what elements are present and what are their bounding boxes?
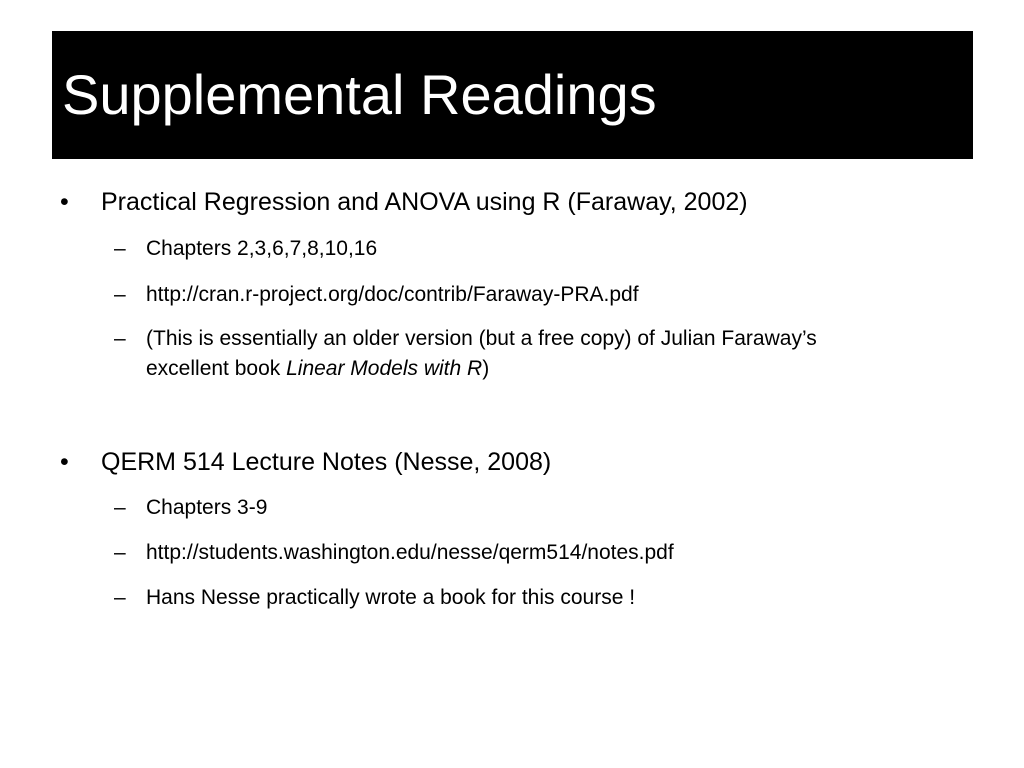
book-title: Linear Models with R <box>286 357 483 380</box>
dash-icon: – <box>114 283 126 306</box>
sub-item-prefix: excellent book <box>146 357 287 380</box>
dash-icon: – <box>114 237 126 260</box>
bullet-icon: • <box>60 188 69 216</box>
sub-item-url: http://cran.r-project.org/doc/contrib/Faraway-PRA.pdf <box>146 283 639 306</box>
slide-title: Supplemental Readings <box>62 63 657 126</box>
sub-item-text: Chapters 2,3,6,7,8,10,16 <box>146 237 378 260</box>
sub-item-text: Chapters 3-9 <box>146 496 268 519</box>
bullet-icon: • <box>60 448 69 476</box>
dash-icon: – <box>114 327 126 350</box>
dash-icon: – <box>114 541 126 564</box>
sub-item-text: Hans Nesse practically wrote a book for this course ! <box>146 586 636 609</box>
sub-item-text <box>146 324 986 384</box>
dash-icon: – <box>114 496 126 519</box>
sub-item-line-1: (This is essentially an older version (but a free copy) of Julian Faraway’s <box>146 327 817 350</box>
dash-icon: – <box>114 586 126 609</box>
sub-item-suffix: ) <box>482 357 490 380</box>
bullet-heading: QERM 514 Lecture Notes (Nesse, 2008) <box>101 448 552 476</box>
sub-item-url: http://students.washington.edu/nesse/qerm514/notes.pdf <box>146 541 674 564</box>
sub-item-line-2 <box>146 354 986 384</box>
bullet-heading: Practical Regression and ANOVA using R (Faraway, 2002) <box>101 188 748 216</box>
